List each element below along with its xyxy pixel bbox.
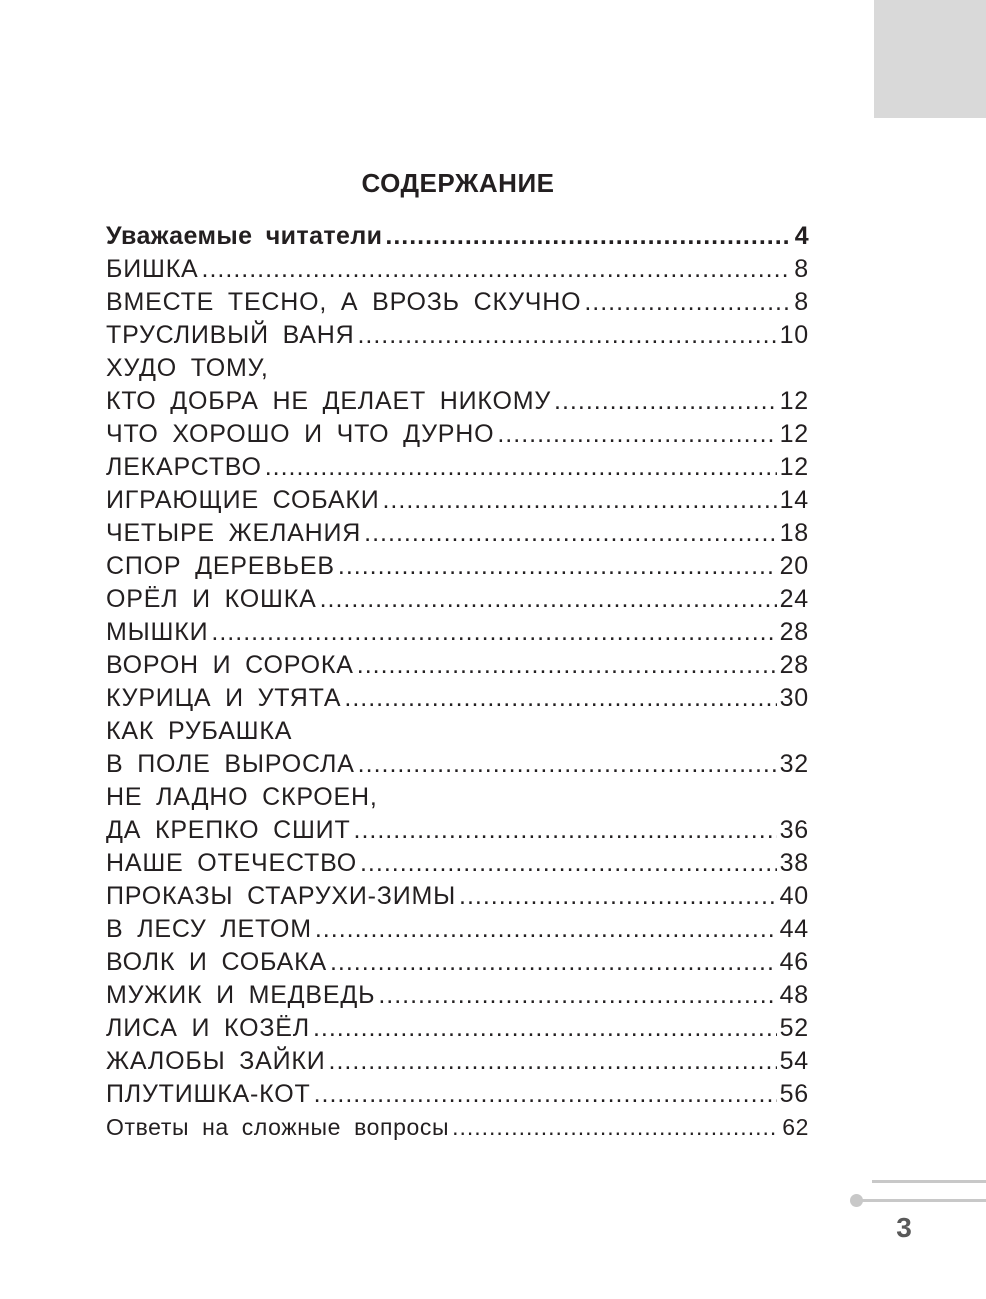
toc-entry-title: В ПОЛЕ ВЫРОСЛА xyxy=(106,750,355,778)
toc-entry-page: 54 xyxy=(779,1047,809,1075)
toc-entry xyxy=(106,451,809,484)
toc-leader-dots xyxy=(202,253,792,286)
toc-leader-dots xyxy=(313,1012,777,1045)
table-of-contents xyxy=(106,220,809,1144)
toc-entry-page: 24 xyxy=(779,585,809,613)
toc-entry-title: БИШКА xyxy=(106,255,199,283)
toc-leader-dots xyxy=(265,451,777,484)
toc-leader-dots xyxy=(211,616,776,649)
toc-entry xyxy=(106,352,809,385)
toc-leader-dots xyxy=(459,880,777,913)
toc-entry-page: 8 xyxy=(794,255,809,283)
toc-entry-title: КАК РУБАШКА xyxy=(106,717,293,745)
toc-entry xyxy=(106,616,809,649)
toc-entry-title: СПОР ДЕРЕВЬЕВ xyxy=(106,552,335,580)
toc-entry xyxy=(106,418,809,451)
toc-entry-title: ТРУСЛИВЫЙ ВАНЯ xyxy=(106,321,355,349)
toc-leader-dots xyxy=(338,550,777,583)
toc-leader-dots xyxy=(452,1111,779,1144)
toc-entry-title: НЕ ЛАДНО СКРОЕН, xyxy=(106,783,378,811)
footer-rule-top xyxy=(872,1180,986,1183)
footer-dot xyxy=(850,1194,863,1207)
toc-entry-page: 18 xyxy=(779,519,809,547)
toc-entry-title: ДА КРЕПКО СШИТ xyxy=(106,816,351,844)
toc-entry-page: 40 xyxy=(779,882,809,910)
toc-entry-page: 12 xyxy=(779,453,809,481)
toc-leader-dots xyxy=(329,1045,777,1078)
toc-leader-dots xyxy=(360,847,777,880)
toc-entry xyxy=(106,385,809,418)
toc-leader-dots xyxy=(554,385,777,418)
toc-entry xyxy=(106,1078,809,1111)
toc-entry-title: Ответы на сложные вопросы xyxy=(106,1114,450,1140)
toc-entry-page: 32 xyxy=(779,750,809,778)
toc-leader-dots xyxy=(315,913,777,946)
toc-entry-title: МЫШКИ xyxy=(106,618,209,646)
toc-entry-page: 20 xyxy=(779,552,809,580)
toc-leader-dots xyxy=(382,484,776,517)
toc-entry xyxy=(106,682,809,715)
toc-entry xyxy=(106,517,809,550)
toc-entry xyxy=(106,946,809,979)
toc-entry-title: КУРИЦА И УТЯТА xyxy=(106,684,342,712)
toc-entry-title: ВОЛК И СОБАКА xyxy=(106,948,327,976)
toc-entry-page: 12 xyxy=(779,420,809,448)
toc-entry-page: 56 xyxy=(779,1080,809,1108)
toc-entry-page: 12 xyxy=(779,387,809,415)
toc-entry-page: 46 xyxy=(779,948,809,976)
toc-entry-title: МУЖИК И МЕДВЕДЬ xyxy=(106,981,376,1009)
toc-entry-title: ВОРОН И СОРОКА xyxy=(106,651,354,679)
footer-rule xyxy=(858,1199,986,1202)
toc-entry xyxy=(106,814,809,847)
toc-entry-title: ХУДО ТОМУ, xyxy=(106,354,269,382)
toc-leader-dots xyxy=(344,682,776,715)
toc-leader-dots xyxy=(330,946,777,979)
page-number: 3 xyxy=(896,1212,912,1243)
toc-entry xyxy=(106,583,809,616)
toc-entry-page: 36 xyxy=(779,816,809,844)
toc-entry xyxy=(106,781,809,814)
toc-entry-page: 10 xyxy=(779,321,809,349)
toc-entry-page: 14 xyxy=(779,486,809,514)
toc-entry-title: ЧЕТЫРЕ ЖЕЛАНИЯ xyxy=(106,519,362,547)
toc-entry xyxy=(106,979,809,1012)
toc-entry-page: 44 xyxy=(779,915,809,943)
toc-entry-title: ПЛУТИШКА-КОТ xyxy=(106,1080,311,1108)
corner-tab xyxy=(874,0,986,118)
toc-entry xyxy=(106,1111,809,1144)
toc-entry xyxy=(106,913,809,946)
toc-entry-title: ЖАЛОБЫ ЗАЙКИ xyxy=(106,1047,326,1075)
toc-entry-title: Уважаемые читатели xyxy=(106,222,383,250)
toc-entry-title: ВМЕСТЕ ТЕСНО, А ВРОЗЬ СКУЧНО xyxy=(106,288,582,316)
toc-entry xyxy=(106,319,809,352)
toc-entry-page: 52 xyxy=(779,1014,809,1042)
toc-entry xyxy=(106,1012,809,1045)
toc-leader-dots xyxy=(357,319,776,352)
toc-entry-page: 28 xyxy=(779,651,809,679)
toc-leader-dots xyxy=(584,286,791,319)
toc-entry-title: В ЛЕСУ ЛЕТОМ xyxy=(106,915,312,943)
toc-entry xyxy=(106,847,809,880)
toc-entry xyxy=(106,715,809,748)
toc-entry-page: 8 xyxy=(794,288,809,316)
page-title: СОДЕРЖАНИЕ xyxy=(361,168,555,198)
toc-entry-title: ЧТО ХОРОШО И ЧТО ДУРНО xyxy=(106,420,495,448)
toc-leader-dots xyxy=(385,220,791,253)
toc-entry-page: 30 xyxy=(779,684,809,712)
toc-leader-dots xyxy=(314,1078,777,1111)
toc-leader-dots xyxy=(358,748,777,781)
toc-entry-title: ИГРАЮЩИЕ СОБАКИ xyxy=(106,486,380,514)
toc-entry xyxy=(106,550,809,583)
toc-entry-title: КТО ДОБРА НЕ ДЕЛАЕТ НИКОМУ xyxy=(106,387,552,415)
toc-entry-page: 48 xyxy=(779,981,809,1009)
toc-entry-page: 62 xyxy=(782,1114,809,1140)
toc-leader-dots xyxy=(320,583,777,616)
toc-entry-title: ЛЕКАРСТВО xyxy=(106,453,262,481)
toc-entry xyxy=(106,484,809,517)
toc-leader-dots xyxy=(378,979,776,1012)
toc-entry xyxy=(106,253,809,286)
toc-entry xyxy=(106,880,809,913)
toc-entry xyxy=(106,220,809,253)
toc-entry xyxy=(106,748,809,781)
toc-entry xyxy=(106,286,809,319)
toc-entry xyxy=(106,1045,809,1078)
toc-entry-page: 4 xyxy=(794,222,809,250)
toc-entry-title: ОРЁЛ И КОШКА xyxy=(106,585,317,613)
toc-leader-dots xyxy=(497,418,776,451)
toc-entry-title: НАШЕ ОТЕЧЕСТВО xyxy=(106,849,357,877)
toc-entry-title: ПРОКАЗЫ СТАРУХИ-ЗИМЫ xyxy=(106,882,457,910)
toc-leader-dots xyxy=(357,649,777,682)
toc-entry-page: 28 xyxy=(779,618,809,646)
toc-entry xyxy=(106,649,809,682)
toc-entry-title: ЛИСА И КОЗЁЛ xyxy=(106,1014,310,1042)
toc-leader-dots xyxy=(364,517,776,550)
toc-entry-page: 38 xyxy=(779,849,809,877)
toc-leader-dots xyxy=(354,814,777,847)
